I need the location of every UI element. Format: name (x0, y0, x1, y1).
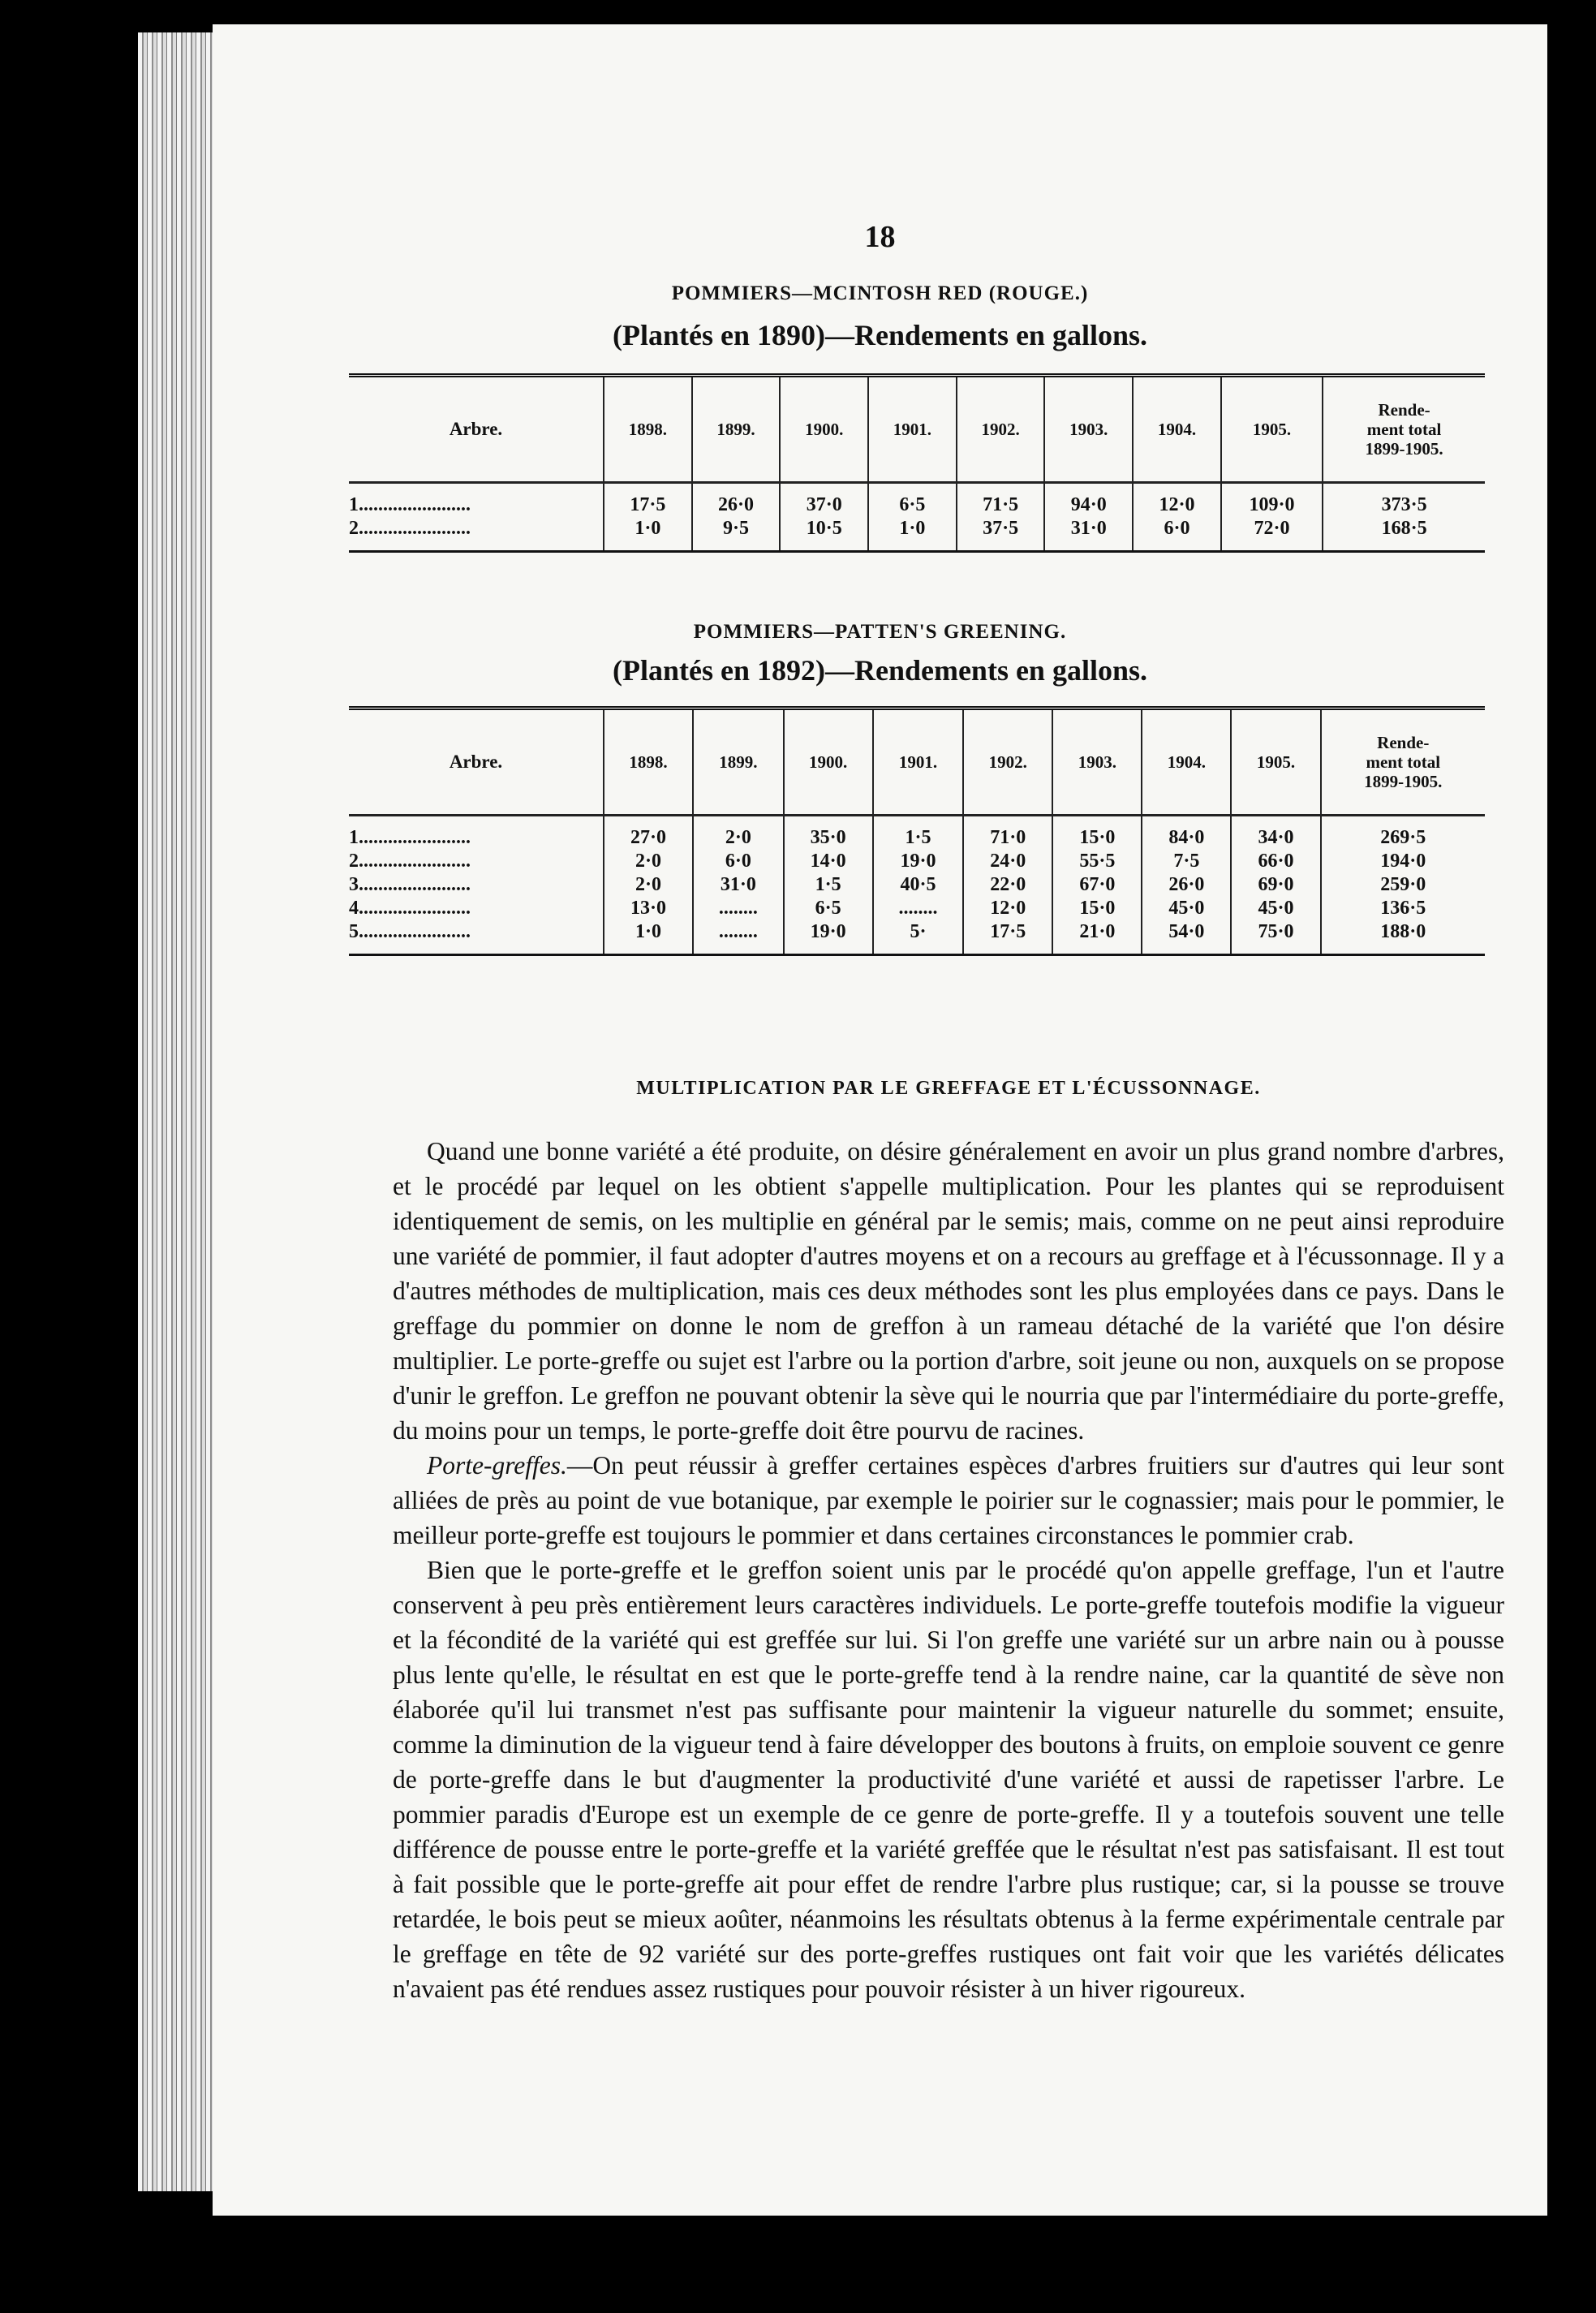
table1-header-cell: 1903. (1044, 376, 1133, 483)
table1-header-cell: Rende- ment total 1899-1905. (1323, 376, 1485, 483)
table2-header-cell: 1905. (1231, 709, 1320, 816)
table-cell: 1·5 (784, 873, 873, 897)
table-cell: 373·5 (1323, 483, 1485, 518)
table-cell: 31·0 (1044, 517, 1133, 552)
table2-header-cell: 1901. (873, 709, 964, 816)
table2-header-cell: 1898. (604, 709, 693, 816)
table-cell: 24·0 (963, 850, 1052, 873)
table-cell: 7·5 (1142, 850, 1231, 873)
table1-header-cell: 1901. (868, 376, 957, 483)
table-cell: 15·0 (1052, 816, 1142, 851)
paragraph-2 (393, 1448, 1504, 1553)
table-cell: 45·0 (1142, 897, 1231, 920)
section-heading: MULTIPLICATION PAR LE GREFFAGE ET L'ÉCUSSONNAGE. (636, 1078, 1261, 1099)
table-cell: 194·0 (1321, 850, 1485, 873)
table-cell: 26·0 (692, 483, 781, 518)
table-cell: 67·0 (1052, 873, 1142, 897)
table-cell: 5· (873, 920, 964, 955)
table-cell: 22·0 (963, 873, 1052, 897)
table-cell: 19·0 (873, 850, 964, 873)
table-cell: 71·0 (963, 816, 1052, 851)
table-row (349, 897, 1485, 920)
body-text (393, 1071, 1504, 2006)
table2-header-cell: 1902. (963, 709, 1052, 816)
table-cell: 13·0 (604, 897, 693, 920)
table2-header-cell: Arbre. (349, 709, 604, 816)
table-cell: 1·0 (868, 517, 957, 552)
table2-header-cell: 1904. (1142, 709, 1231, 816)
table-cell: 26·0 (1142, 873, 1231, 897)
table-cell: 1·0 (604, 920, 693, 955)
table-cell: 37·5 (957, 517, 1045, 552)
table-row (349, 483, 1485, 518)
table-cell: 17·5 (604, 483, 692, 518)
table-cell: 1·0 (604, 517, 692, 552)
table-cell: 2·0 (693, 816, 784, 851)
table1-header-cell: 1905. (1221, 376, 1323, 483)
table-cell: 66·0 (1231, 850, 1320, 873)
table-cell: 54·0 (1142, 920, 1231, 955)
table-cell: 72·0 (1221, 517, 1323, 552)
table-cell: 6·0 (1133, 517, 1221, 552)
table-cell: 19·0 (784, 920, 873, 955)
table2-header-cell: Rende- ment total 1899-1905. (1321, 709, 1485, 816)
table-cell: 9·5 (692, 517, 781, 552)
table1-header-cell: 1899. (692, 376, 781, 483)
table-row (349, 517, 1485, 552)
table-cell: 6·5 (784, 897, 873, 920)
table-cell: 109·0 (1221, 483, 1323, 518)
table-cell: 37·0 (780, 483, 868, 518)
table-cell: 12·0 (1133, 483, 1221, 518)
table-cell: 269·5 (1321, 816, 1485, 851)
table1-yields (349, 373, 1485, 553)
table1-header-cell: 1900. (780, 376, 868, 483)
table-cell: 84·0 (1142, 816, 1231, 851)
table-row (349, 850, 1485, 873)
table-cell: 14·0 (784, 850, 873, 873)
table-cell: 2....................... (349, 851, 471, 872)
table1-header-cell: Arbre. (349, 376, 604, 483)
table-cell: 6·0 (693, 850, 784, 873)
table-cell: 6·5 (868, 483, 957, 518)
table1-subtitle: (Plantés en 1890)—Rendements en gallons. (613, 319, 1147, 351)
table2-header-row (349, 709, 1485, 816)
table-cell: 31·0 (693, 873, 784, 897)
paragraph-2-text: —On peut réussir à greffer certaines espèces d'arbres fruitiers sur d'autres qui leur sont alliées de près au point de vue botanique, par exemple le poirier sur le cognassier; mais pour le pommier, le meilleur porte-greffe est toujours le pommier et dans certaines circonstances le pommier crab. (393, 1451, 1504, 1549)
table-cell: 10·5 (780, 517, 868, 552)
table-cell: 15·0 (1052, 897, 1142, 920)
table-cell: 4....................... (349, 898, 471, 919)
table-cell: 1....................... (349, 827, 471, 848)
table2-subtitle: (Plantés en 1892)—Rendements en gallons. (613, 654, 1147, 687)
table-cell: 259·0 (1321, 873, 1485, 897)
table-cell: 94·0 (1044, 483, 1133, 518)
table-cell: 2·0 (604, 873, 693, 897)
document-page (213, 24, 1547, 2216)
paragraph-3: Bien que le porte-greffe et le greffon soient unis par le procédé qu'on appelle greffage, l'un et l'autre conservent à peu près entièrement leurs caractères individuels. Le porte-greffe toutefois modifie la vigueur et la fécondité de la variété qui est greffée sur lui. Si l'on greffe une variété sur un arbre nain ou à pousse plus lente qu'elle, le résultat en est que le porte-greffe tend à la rendre naine, car la quantité de sève non élaborée qu'il lui transmet n'est pas suffisante pour maintenir la vigueur naturelle du sommet; ensuite, comme la diminution de la vigueur tend à faire développer des boutons à fruits, on emploie souvent ce genre de porte-greffe dans le but d'augmenter la productivité d'une variété et aussi de rapetisser l'arbre. Le pommier paradis d'Europe est un exemple de ce genre de porte-greffe. Il y a toutefois souvent une telle différence de pousse entre le porte-greffe et la variété greffée que le résultat n'est pas satisfaisant. Il est tout à fait possible que le porte-greffe ait pour effet de rendre l'arbre plus rustique; car, si la pousse se trouve retardée, le bois peut se mieux aoûter, néanmoins les résultats obtenus à la ferme expérimentale centrale par le greffage en tête de 92 variété sur des porte-greffes rustiques ont fait voir que les variétés délicates n'avaient pas été rendues assez rustiques pour pouvoir résister à un hiver rigoureux. (393, 1556, 1504, 2003)
table-cell: 71·5 (957, 483, 1045, 518)
table2-header-cell: 1900. (784, 709, 873, 816)
table-cell: 69·0 (1231, 873, 1320, 897)
table-cell: 27·0 (604, 816, 693, 851)
table-cell: ........ (693, 920, 784, 955)
table-row (349, 920, 1485, 955)
table-cell: 34·0 (1231, 816, 1320, 851)
table-cell: 188·0 (1321, 920, 1485, 955)
table-row (349, 873, 1485, 897)
page-number: 18 (864, 220, 896, 254)
table-cell: 45·0 (1231, 897, 1320, 920)
table-cell: 40·5 (873, 873, 964, 897)
table1-header-cell: 1902. (957, 376, 1045, 483)
table1-title: POMMIERS—MCINTOSH RED (ROUGE.) (671, 282, 1089, 304)
table-cell: ........ (693, 897, 784, 920)
table-cell: 1....................... (349, 494, 471, 515)
table-cell: 3....................... (349, 874, 471, 895)
table-cell: 21·0 (1052, 920, 1142, 955)
table-cell: 1·5 (873, 816, 964, 851)
table-cell: 55·5 (1052, 850, 1142, 873)
table-cell: 136·5 (1321, 897, 1485, 920)
table-cell: 2....................... (349, 518, 471, 539)
table2-header-cell: 1899. (693, 709, 784, 816)
table2-yields (349, 706, 1485, 956)
table-cell: 17·5 (963, 920, 1052, 955)
paragraph-1: Quand une bonne variété a été produite, on désire généralement en avoir un plus grand nombre d'arbres, et le procédé par lequel on les obtient s'appelle multiplication. Pour les plantes qui se reproduisent identiquement de semis, on les multiplie en général par le semis; mais, comme on ne peut ainsi reproduire une variété de pommier, il faut adopter d'autres moyens et on a recours au greffage et à l'écussonnage. Il y a d'autres méthodes de multiplication, mais ces deux méthodes sont les plus employées dans ce pays. Dans le greffage du pommier on donne le nom de greffon à un rameau détaché de la variété que l'on désire multiplier. Le porte-greffe ou sujet est l'arbre ou la portion d'arbre, soit jeune ou non, auxquels on se propose d'unir le greffon. Le greffon ne pouvant obtenir la sève qui le nourria que par l'intermédiaire du porte-greffe, du moins pour un temps, le porte-greffe doit être pourvu de racines. (393, 1137, 1504, 1445)
table-row (349, 816, 1485, 851)
table1-header-cell: 1904. (1133, 376, 1221, 483)
table2-header-cell: 1903. (1052, 709, 1142, 816)
table-cell: 75·0 (1231, 920, 1320, 955)
paragraph-2-lead: Porte-greffes. (427, 1451, 567, 1480)
table2-title: POMMIERS—PATTEN'S GREENING. (693, 621, 1067, 643)
table-cell: 168·5 (1323, 517, 1485, 552)
table-cell: 5....................... (349, 921, 471, 942)
table-cell: ........ (873, 897, 964, 920)
table1-header-cell: 1898. (604, 376, 692, 483)
table1-header-row (349, 376, 1485, 483)
table-cell: 35·0 (784, 816, 873, 851)
table-cell: 12·0 (963, 897, 1052, 920)
table-cell: 2·0 (604, 850, 693, 873)
